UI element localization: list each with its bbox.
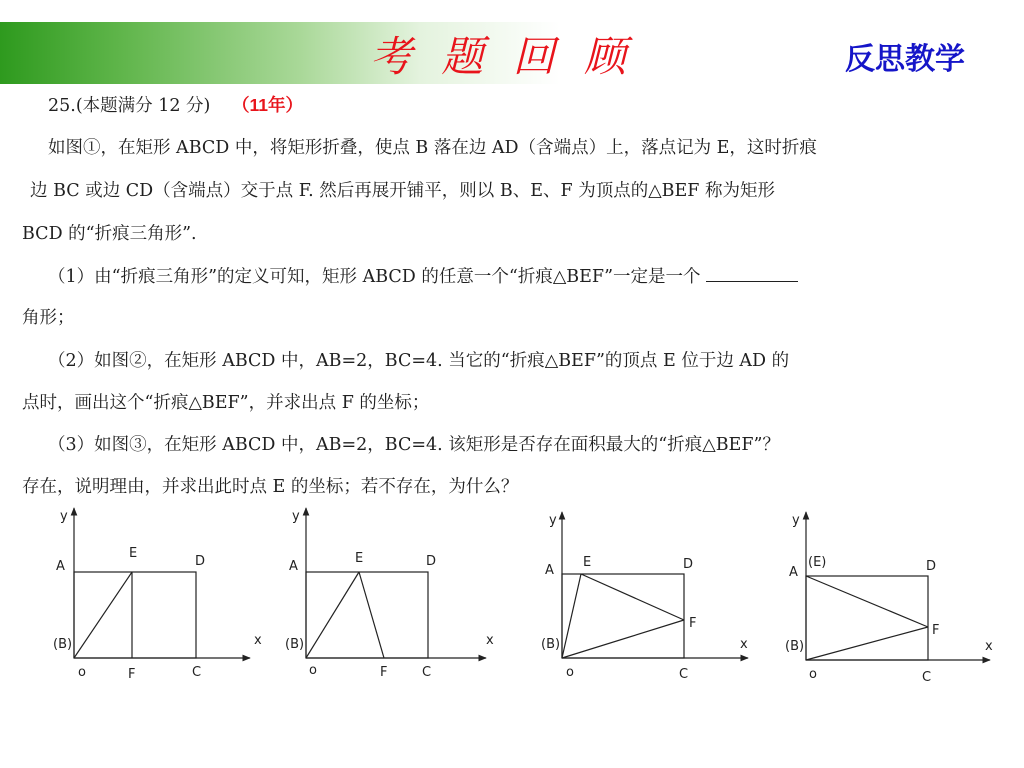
figure-2-label-y: y xyxy=(292,509,300,524)
problem-line-3: BCD 的“折痕三角形”. xyxy=(22,224,197,244)
figure-2-label-f: F xyxy=(380,665,388,680)
figure-1-label-a: A xyxy=(56,559,65,574)
figure-3-rectangle xyxy=(562,574,684,658)
figure-3-label-c: C xyxy=(679,667,689,682)
figure-1-label-b: (B) xyxy=(53,637,73,652)
figure-3-segment-bf xyxy=(562,620,684,658)
figure-3-label-o: o xyxy=(566,665,574,680)
figure-4-label-a: A xyxy=(789,565,798,580)
figure-2-label-x: x xyxy=(486,633,494,648)
figure-1-label-x: x xyxy=(254,633,262,648)
problem-line-2: 边 BC 或边 CD（含端点）交于点 F. 然后再展开铺平，则以 B、E、F 为顶点的△BEF 称为矩形 xyxy=(30,181,775,201)
problem-year: （11年） xyxy=(231,95,303,115)
figure-1-label-c: C xyxy=(192,665,202,680)
figure-4-label-d: D xyxy=(926,559,937,574)
figure-1-rectangle xyxy=(74,572,196,658)
figure-4-label-f: F xyxy=(932,623,940,638)
figure-1-segment-be xyxy=(74,572,132,658)
figure-2-label-o: o xyxy=(309,663,317,678)
figure-3-label-b: (B) xyxy=(541,637,561,652)
question-1-text: （1）由“折痕三角形”的定义可知，矩形 ABCD 的任意一个“折痕△BEF”一定是一个 xyxy=(48,267,701,287)
figure-4 xyxy=(806,512,990,660)
figure-4-rectangle xyxy=(806,576,928,660)
figure-2-label-c: C xyxy=(422,665,432,680)
figure-4-label-e: (E) xyxy=(808,555,827,570)
question-3-line-2: 存在，说明理由，并求出此时点 E 的坐标；若不存在，为什么？ xyxy=(22,477,519,497)
section-label: 反思教学 xyxy=(845,42,965,77)
figure-1-label-e: E xyxy=(129,546,138,561)
question-1-line-2: 角形； xyxy=(22,308,75,328)
figure-3-label-e: E xyxy=(583,555,592,570)
figure-4-label-o: o xyxy=(809,667,817,682)
figure-3-segment-be xyxy=(562,574,581,658)
question-1-line-1 xyxy=(48,263,798,288)
problem-text xyxy=(0,86,1024,506)
figure-2-segment-be xyxy=(306,572,359,658)
figure-1-label-y: y xyxy=(60,509,68,524)
figures-area xyxy=(0,500,1024,700)
figure-4-label-y: y xyxy=(792,513,800,528)
question-2-line-2: 点时，画出这个“折痕△BEF”，并求出点 F 的坐标； xyxy=(22,393,430,413)
figure-1-label-d: D xyxy=(195,554,206,569)
slide-title: 考 题 回 顾 xyxy=(370,32,635,81)
answer-blank xyxy=(706,265,798,282)
figure-4-label-x: x xyxy=(985,639,993,654)
question-3-line-1: （3）如图③，在矩形 ABCD 中，AB=2，BC=4. 该矩形是否存在面积最大的“折痕△BEF”？ xyxy=(48,435,780,455)
figure-3-label-y: y xyxy=(549,513,557,528)
figure-3-label-d: D xyxy=(683,557,694,572)
figure-2-rectangle xyxy=(306,572,428,658)
header xyxy=(0,22,1024,84)
question-2-line-1: （2）如图②，在矩形 ABCD 中，AB=2，BC=4. 当它的“折痕△BEF”的顶点 E 位于边 AD 的 xyxy=(48,351,790,371)
figure-2 xyxy=(306,508,486,658)
figure-4-segment-bf xyxy=(806,627,928,660)
figure-1 xyxy=(74,508,250,658)
problem-number: 25.(本题满分 12 分) xyxy=(48,96,211,116)
figure-4-segment-ef xyxy=(806,576,928,627)
figure-2-label-e: E xyxy=(355,551,364,566)
figure-2-label-a: A xyxy=(289,559,298,574)
problem-line-1: 如图①，在矩形 ABCD 中，将矩形折叠，使点 B 落在边 AD（含端点）上，落点记为 E，这时折痕 xyxy=(48,138,817,158)
figure-4-label-b: (B) xyxy=(785,639,805,654)
figure-3-segment-ef xyxy=(581,574,684,620)
figure-1-label-f: F xyxy=(128,667,136,682)
figure-3-label-a: A xyxy=(545,563,554,578)
figure-3-label-f: F xyxy=(689,616,697,631)
figure-2-label-d: D xyxy=(426,554,437,569)
figure-3 xyxy=(562,512,748,658)
figure-1-label-o: o xyxy=(78,665,86,680)
figures-svg xyxy=(0,500,1024,700)
figure-3-label-x: x xyxy=(740,637,748,652)
figure-2-label-b: (B) xyxy=(285,637,305,652)
figure-4-label-c: C xyxy=(922,670,932,685)
figure-2-segment-ef xyxy=(359,572,384,658)
